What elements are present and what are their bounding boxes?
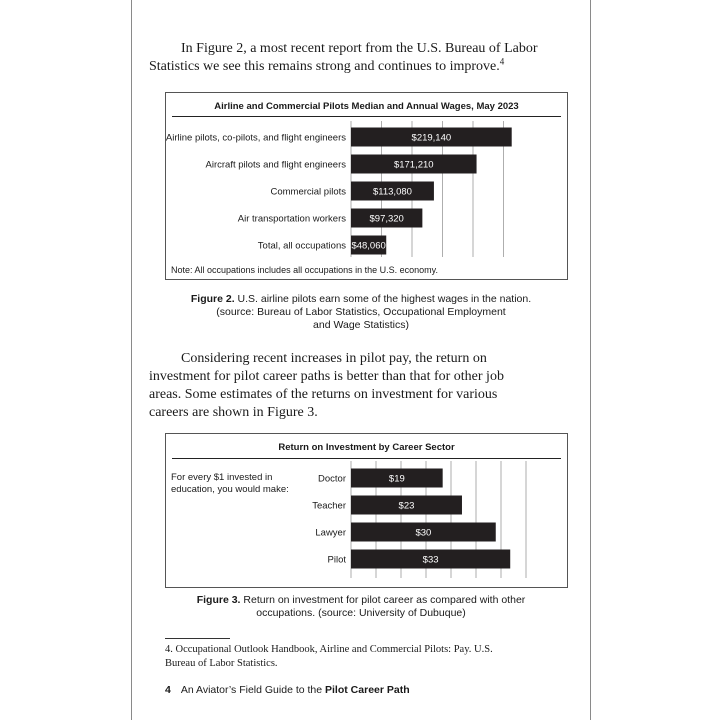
caption-line: occupations. (source: University of Dubuque) [256, 607, 466, 619]
footnote-reference[interactable]: 4 [499, 56, 505, 67]
paragraph-line: careers are shown in Figure 3. [149, 405, 318, 420]
category-label: Pilot [327, 554, 346, 566]
footnote-rule [165, 638, 230, 639]
value-label: $48,060 [351, 240, 386, 252]
caption-line: (source: Bureau of Labor Statistics, Occupational Employment [216, 306, 506, 318]
book-page [131, 0, 591, 720]
side-text-line: education, you would make: [171, 484, 289, 495]
value-label: $30 [415, 527, 432, 539]
paragraph-line [149, 58, 565, 76]
category-label: Doctor [318, 473, 346, 485]
category-label: Total, all occupations [257, 240, 346, 252]
value-label: $19 [388, 473, 405, 485]
paragraph-line: Considering recent increases in pilot pay, the return on [181, 351, 487, 366]
side-text-line: For every $1 invested in [171, 472, 273, 483]
page-number: 4 [165, 684, 171, 696]
footnote [165, 643, 565, 671]
paragraph-line: areas. Some estimates of the returns on investment for various [149, 387, 498, 402]
paragraph-line-text: Statistics we see this remains strong and continues to improve. [149, 59, 500, 74]
category-label: Airline pilots, co-pilots, and flight engineers [166, 132, 346, 144]
chart-title: Return on Investment by Career Sector [278, 442, 455, 453]
caption-label: Figure 3. [196, 594, 241, 606]
footnote-line: 4. Occupational Outlook Handbook, Airline and Commercial Pilots: Pay. U.S. [165, 644, 493, 655]
footnote-line: Bureau of Labor Statistics. [165, 658, 278, 669]
wages-chart [165, 92, 568, 280]
category-label: Aircraft pilots and flight engineers [205, 159, 346, 171]
intro-paragraph [149, 40, 565, 76]
figure3-caption [132, 594, 590, 620]
page-footer [165, 684, 410, 696]
value-label: $23 [398, 500, 415, 512]
roi-chart-plot [166, 434, 567, 587]
category-label: Teacher [312, 500, 346, 512]
roi-chart [165, 433, 568, 588]
chart-note: Note: All occupations includes all occupations in the U.S. economy. [171, 265, 438, 275]
category-label: Commercial pilots [270, 186, 346, 198]
paragraph-line: In Figure 2, a most recent report from the U.S. Bureau of Labor [181, 41, 538, 56]
wages-chart-plot [166, 93, 567, 279]
value-label: $113,080 [373, 186, 412, 198]
category-label: Air transportation workers [237, 213, 346, 225]
value-label: $33 [422, 554, 439, 566]
value-label: $219,140 [411, 132, 452, 144]
value-label: $97,320 [369, 213, 404, 225]
caption-line: and Wage Statistics) [313, 319, 409, 331]
paragraph-line: investment for pilot career paths is better than that for other job [149, 369, 504, 384]
book-title: An Aviator’s Field Guide to the [180, 684, 326, 696]
caption-label: Figure 2. [190, 293, 235, 305]
roi-paragraph [149, 350, 565, 422]
caption-line: U.S. airline pilots earn some of the highest wages in the nation. [237, 293, 532, 305]
value-label: $171,210 [393, 159, 434, 171]
category-label: Lawyer [315, 527, 346, 539]
figure2-caption [132, 293, 590, 332]
caption-line: Return on investment for pilot career as compared with other [243, 594, 526, 606]
chart-title: Airline and Commercial Pilots Median and Annual Wages, May 2023 [214, 101, 519, 112]
book-title-bold: Pilot Career Path [325, 684, 410, 696]
